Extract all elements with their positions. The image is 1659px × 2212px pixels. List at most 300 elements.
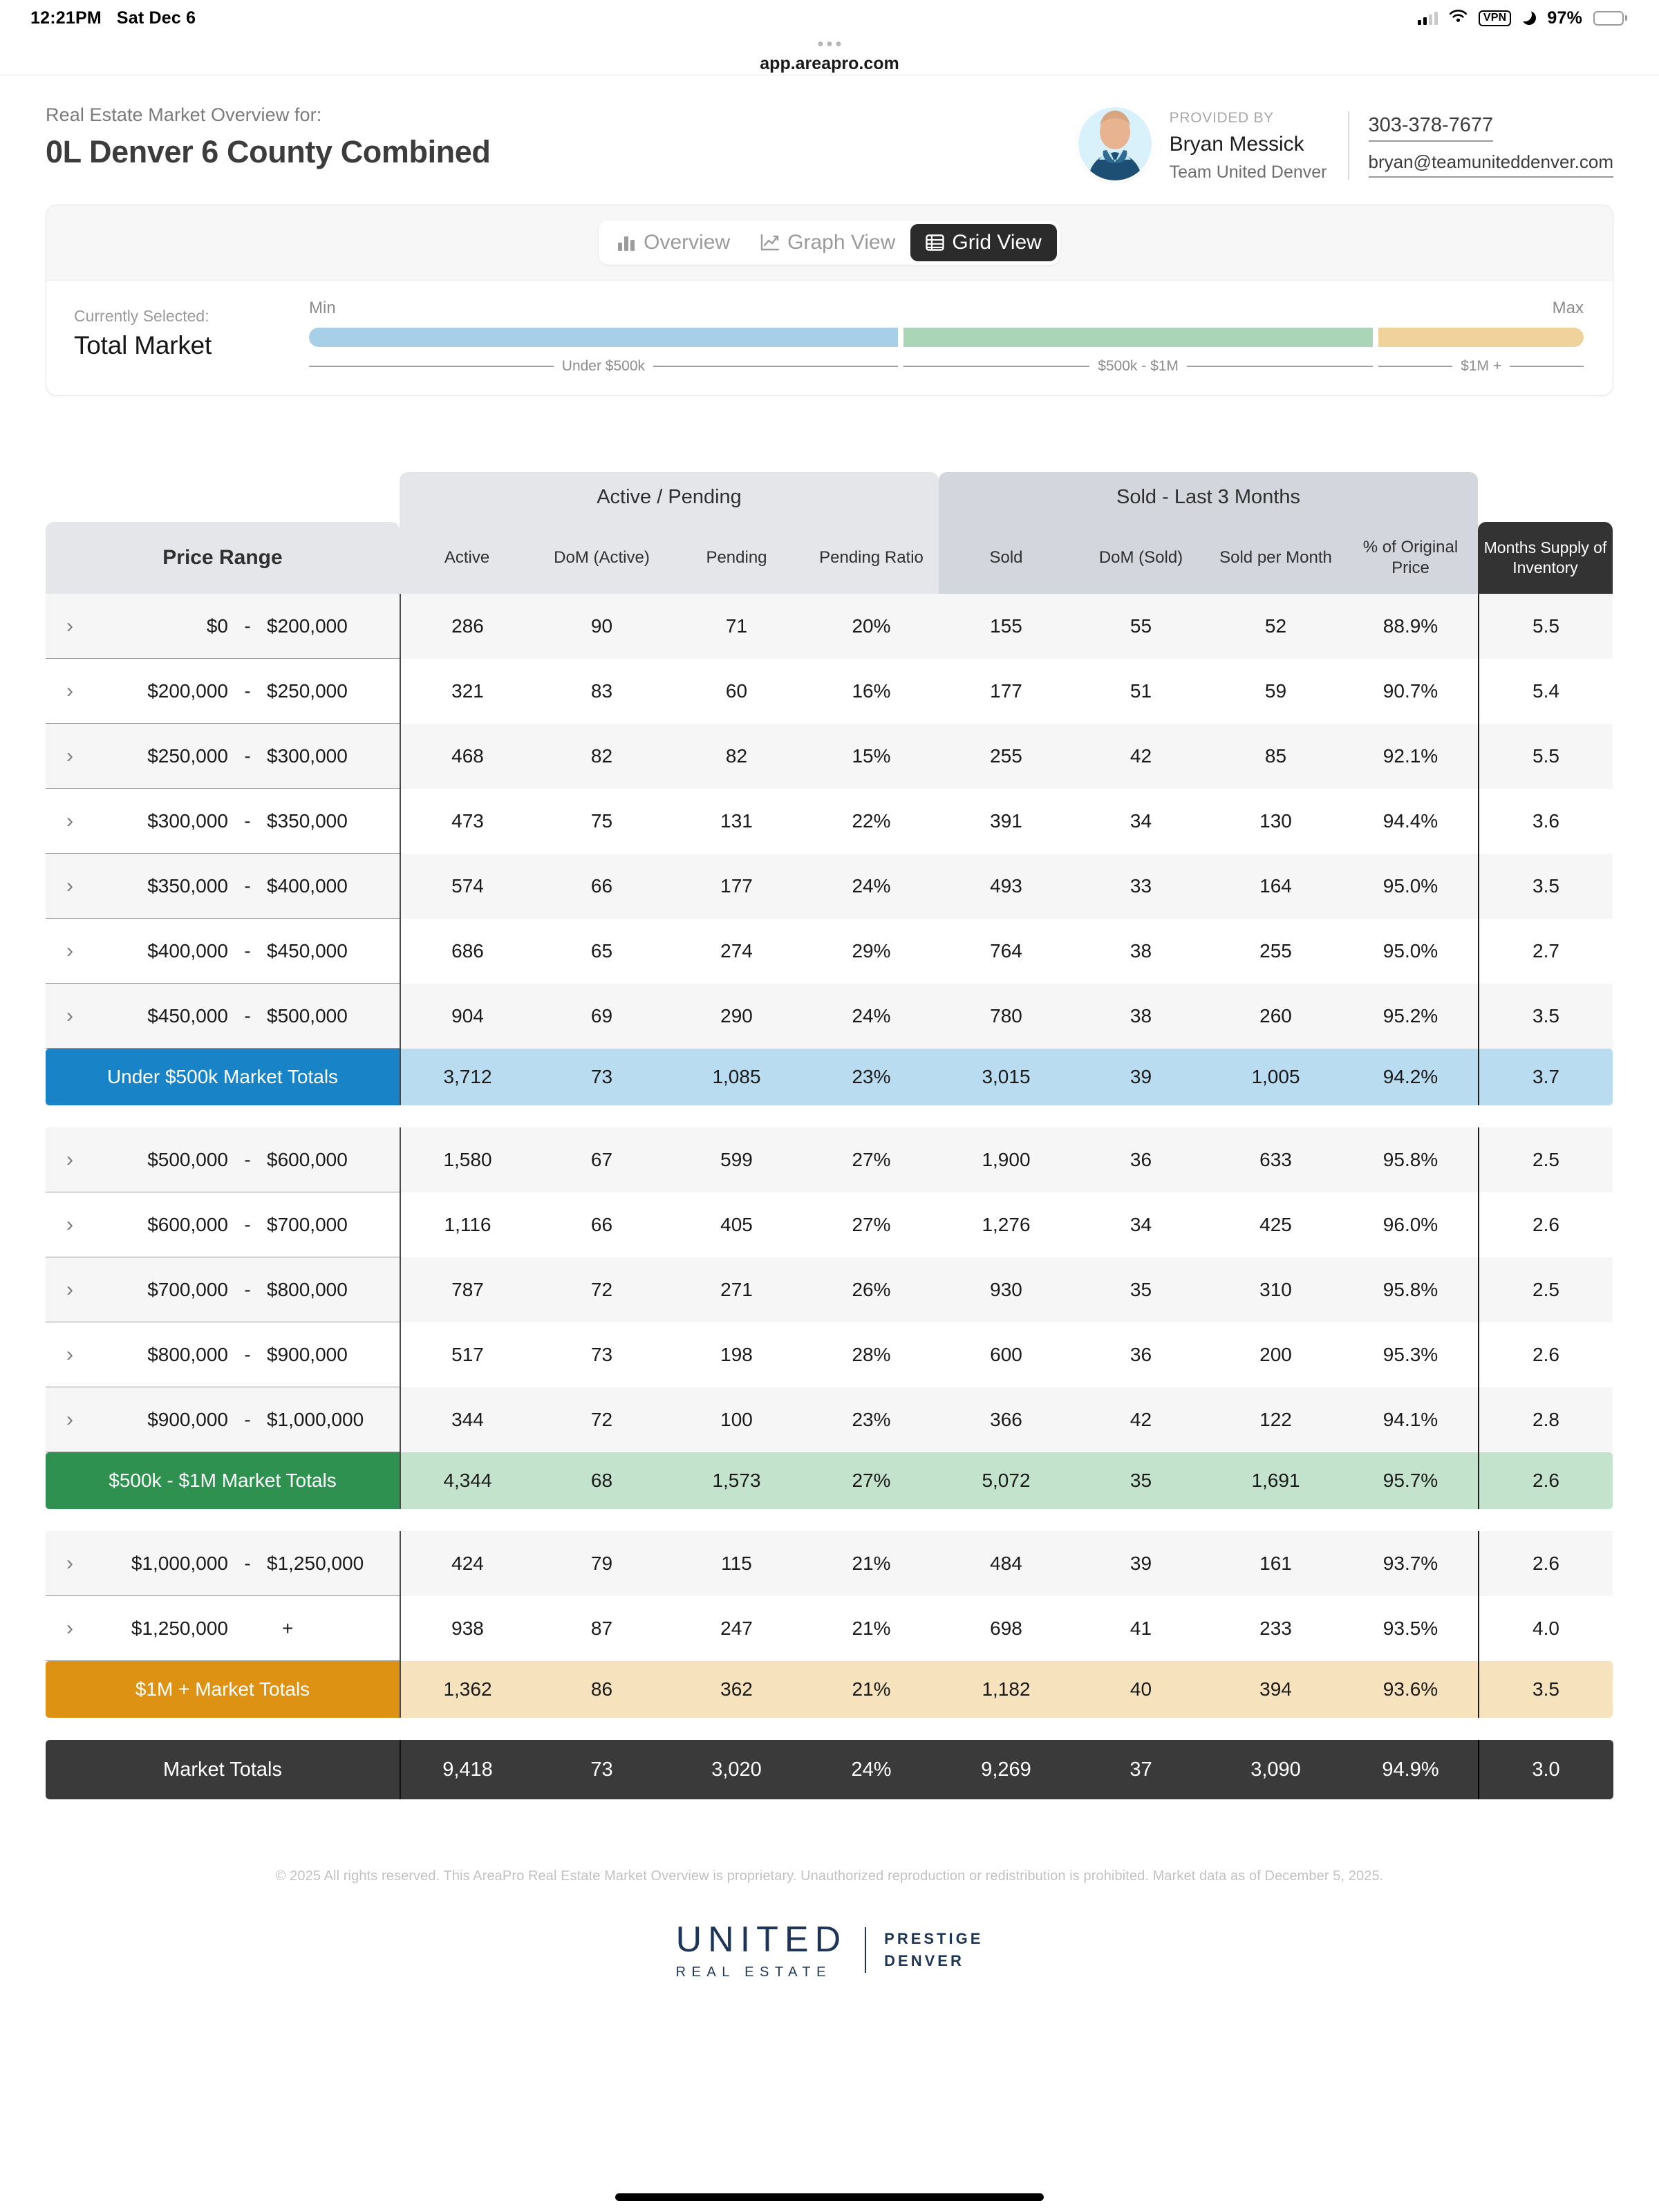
cell-months-supply: 2.6 (1478, 1192, 1613, 1257)
cell-pct-original: 95.8% (1343, 1127, 1478, 1192)
cell-sold: 764 (990, 940, 1022, 962)
cell-sold-per-month: 260 (1208, 984, 1343, 1049)
price-range-low: $0 (206, 615, 228, 637)
brand-logo (676, 1919, 984, 1980)
cell-dom-active: 66 (590, 1214, 613, 1235)
vpn-badge: VPN (1479, 10, 1512, 26)
table-row[interactable] (46, 919, 1613, 984)
price-range-high: $600,000 (267, 1148, 348, 1170)
slider-segment-1m-plus[interactable] (1378, 328, 1584, 347)
home-indicator[interactable] (615, 2193, 1044, 2201)
col-header-price-range[interactable]: Price Range (46, 522, 400, 594)
cell-pct-original: 92.1% (1343, 724, 1478, 789)
logo-office-line1: PRESTIGE (884, 1929, 984, 1947)
cell-dom-active: 79 (534, 1531, 669, 1596)
price-range-low: $600,000 (147, 1213, 228, 1235)
section-total-dom-sold: 40 (1074, 1661, 1208, 1718)
price-range-text (90, 1344, 400, 1366)
cellular-signal-icon (1418, 11, 1438, 25)
cell-sold-per-month: 59 (1264, 680, 1287, 702)
price-range-cell[interactable] (46, 789, 400, 854)
chevron-right-icon[interactable]: › (66, 874, 73, 897)
line-chart-icon (760, 234, 780, 252)
grand-total-row (46, 1740, 1613, 1799)
price-range-cell[interactable] (46, 659, 400, 724)
cell-dom-sold: 38 (1074, 984, 1208, 1049)
price-range-text (90, 1149, 400, 1171)
table-row[interactable] (46, 1322, 1613, 1387)
cell-dom-sold: 55 (1074, 594, 1208, 659)
col-header-sold-per-month[interactable]: Sold per Month (1208, 522, 1343, 594)
price-range-cell[interactable] (46, 984, 400, 1049)
section-total-dom-active: 86 (534, 1661, 669, 1718)
url-text[interactable]: app.areapro.com (760, 54, 899, 73)
cell-dom-sold: 38 (1130, 940, 1152, 962)
chevron-right-icon[interactable]: › (66, 1212, 73, 1236)
chevron-right-icon[interactable]: › (66, 1147, 73, 1171)
cell-sold-per-month: 233 (1259, 1618, 1292, 1639)
cell-dom-sold: 39 (1074, 1531, 1208, 1596)
slider-minmax-labels (309, 299, 1584, 318)
status-bar-right (1418, 8, 1627, 28)
table-row[interactable] (46, 1596, 1613, 1661)
cell-dom-active: 75 (590, 810, 613, 832)
cell-active: 787 (400, 1257, 534, 1322)
price-range-text (90, 810, 400, 832)
wifi-icon (1449, 8, 1468, 28)
cell-dom-sold: 51 (1130, 680, 1152, 702)
section-gap (46, 1105, 1613, 1127)
currently-selected-value: Total Market (74, 331, 212, 359)
price-range-text (90, 1618, 400, 1640)
price-range-text (90, 1005, 400, 1027)
cell-months-supply: 5.4 (1478, 659, 1613, 724)
page-footer (46, 1868, 1613, 1980)
col-header-dom-active[interactable]: DoM (Active) (534, 522, 669, 594)
table-row[interactable] (46, 1192, 1613, 1257)
tick-1m-plus (1378, 358, 1584, 375)
status-bar-left (30, 8, 196, 28)
column-header-row (46, 522, 1613, 594)
section-total-active: 3,712 (400, 1049, 534, 1105)
section-total-sold-per-month: 1,005 (1208, 1049, 1343, 1105)
status-date: Sat Dec 6 (116, 8, 196, 28)
col-header-pct-original-price[interactable]: % of Original Price (1343, 522, 1478, 594)
cell-active: 904 (400, 984, 534, 1049)
logo-office-block (884, 1928, 983, 1972)
cell-months-supply: 2.8 (1478, 1387, 1613, 1452)
price-range-low: $250,000 (147, 744, 228, 767)
chevron-right-icon[interactable]: › (66, 809, 73, 832)
col-header-pending[interactable]: Pending (669, 522, 804, 594)
agent-phone-link[interactable]: 303-378-7677 (1369, 114, 1494, 142)
cell-months-supply: 2.5 (1478, 1257, 1613, 1322)
cell-pending: 599 (669, 1127, 804, 1192)
price-range-text (90, 1409, 400, 1431)
cell-sold-per-month: 130 (1259, 810, 1292, 832)
cell-active: 321 (400, 659, 534, 724)
cell-dom-active: 72 (534, 1387, 669, 1452)
tab-grid-view-label: Grid View (952, 231, 1042, 254)
price-range-dash: - (244, 744, 251, 767)
cell-pending-ratio: 15% (804, 724, 939, 789)
cell-pct-original: 94.1% (1343, 1387, 1478, 1452)
price-range-cell[interactable] (46, 1387, 400, 1452)
report-kicker: Real Estate Market Overview for: (46, 104, 322, 125)
chevron-right-icon[interactable]: › (66, 614, 73, 637)
cell-dom-sold: 42 (1074, 1387, 1208, 1452)
divider (1348, 111, 1349, 180)
price-range-high: $250,000 (267, 679, 348, 702)
chevron-right-icon[interactable]: › (66, 1277, 73, 1301)
col-header-months-supply[interactable]: Months Supply of Inventory (1478, 522, 1613, 594)
slider-max-label: Max (1552, 299, 1584, 317)
price-range-high: $200,000 (267, 615, 348, 637)
price-range-high: $900,000 (267, 1343, 348, 1365)
provided-by-label: PROVIDED BY (1169, 110, 1274, 126)
tick-500k-1m (903, 358, 1374, 375)
cell-pending: 115 (669, 1531, 804, 1596)
tab-overview[interactable] (602, 224, 745, 261)
provider-block (1170, 107, 1613, 182)
group-header-spacer (1478, 472, 1613, 522)
cell-active: 473 (400, 789, 534, 854)
price-range-text (90, 1214, 400, 1236)
section-total-pending: 1,085 (669, 1049, 804, 1105)
grand-total-sold-per-month: 3,090 (1250, 1758, 1301, 1781)
price-range-high: $800,000 (267, 1278, 348, 1300)
view-segmented-control (599, 221, 1060, 265)
cell-pct-original: 93.7% (1343, 1531, 1478, 1596)
price-range-dash: - (244, 1278, 251, 1300)
tab-overview-dots-icon[interactable] (818, 41, 841, 46)
slider-segment-under-500k[interactable] (309, 328, 898, 347)
grid-sections (46, 594, 1613, 1718)
agent-card (1078, 104, 1613, 182)
price-range-low: $700,000 (147, 1278, 228, 1300)
cell-pending-ratio: 22% (852, 810, 891, 832)
cell-sold-per-month: 164 (1208, 854, 1343, 919)
slider-bars[interactable] (309, 328, 1584, 347)
price-range-cell[interactable] (46, 1322, 400, 1387)
grand-total-dom-sold: 37 (1130, 1758, 1152, 1781)
cell-dom-active: 83 (590, 680, 613, 702)
cell-active: 574 (400, 854, 534, 919)
cell-pct-original: 95.2% (1343, 984, 1478, 1049)
logo-united-block (676, 1919, 847, 1980)
controls-card (46, 205, 1613, 396)
cell-months-supply: 3.6 (1478, 789, 1613, 854)
tab-graph-view[interactable] (745, 224, 910, 261)
cell-dom-sold: 34 (1130, 1214, 1152, 1235)
cell-sold-per-month: 52 (1208, 594, 1343, 659)
price-range-slider[interactable] (309, 299, 1584, 375)
slider-tick-labels (309, 358, 1584, 375)
cell-sold-per-month: 122 (1208, 1387, 1343, 1452)
section-total-active: 1,362 (400, 1661, 534, 1718)
section-total-dom-active: 73 (534, 1049, 669, 1105)
agent-name: Bryan Messick (1169, 133, 1304, 156)
price-range-low: $400,000 (147, 939, 228, 962)
cell-months-supply: 5.5 (1478, 724, 1613, 789)
chevron-right-icon[interactable]: › (66, 1551, 73, 1575)
section-total-dom-active: 68 (534, 1452, 669, 1509)
view-tab-bar (46, 205, 1613, 281)
price-range-cell[interactable] (46, 919, 400, 984)
price-range-dash: - (244, 809, 251, 832)
price-range-dash: - (244, 1004, 251, 1027)
section-total-sold: 5,072 (939, 1452, 1074, 1509)
price-range-low: $300,000 (147, 809, 228, 832)
cell-pending-ratio: 27% (852, 1214, 891, 1235)
cell-dom-active: 72 (534, 1257, 669, 1322)
price-range-low: $1,250,000 (131, 1617, 228, 1639)
cell-pct-original: 95.8% (1343, 1257, 1478, 1322)
price-range-dash: - (244, 1148, 251, 1170)
price-range-cell[interactable] (46, 594, 400, 659)
cell-sold: 1,276 (982, 1214, 1031, 1235)
price-range-cell[interactable] (46, 1192, 400, 1257)
table-row[interactable] (46, 789, 1613, 854)
do-not-disturb-moon-icon (1522, 11, 1536, 25)
cell-sold-per-month: 425 (1259, 1214, 1292, 1235)
cell-pending-ratio: 29% (852, 940, 891, 962)
cell-active: 344 (400, 1387, 534, 1452)
cell-dom-sold: 33 (1074, 854, 1208, 919)
cell-pending: 177 (669, 854, 804, 919)
price-range-high: $350,000 (267, 809, 348, 832)
cell-pct-original: 95.0% (1343, 854, 1478, 919)
cell-sold: 255 (939, 724, 1074, 789)
price-range-dash: - (244, 1552, 251, 1574)
cell-sold: 600 (990, 1344, 1022, 1365)
price-range-dash: - (244, 615, 251, 637)
cell-pending-ratio: 21% (804, 1531, 939, 1596)
section-total-sold: 1,182 (939, 1661, 1074, 1718)
tab-grid-view[interactable] (910, 224, 1057, 261)
cell-sold: 155 (939, 594, 1074, 659)
currently-selected-block (74, 299, 309, 360)
cell-active: 424 (400, 1531, 534, 1596)
price-range-high: $400,000 (267, 874, 348, 897)
section-total-months-supply: 3.7 (1478, 1049, 1613, 1105)
group-header-row (46, 472, 1613, 522)
table-row[interactable] (46, 724, 1613, 789)
market-grid (46, 472, 1613, 1799)
cell-active: 1,116 (400, 1192, 534, 1257)
cell-months-supply: 3.5 (1478, 854, 1613, 919)
section-total-sold-per-month: 394 (1208, 1661, 1343, 1718)
price-range-text (90, 615, 400, 637)
cell-active: 686 (400, 919, 534, 984)
table-row[interactable] (46, 594, 1613, 659)
table-row[interactable] (46, 1387, 1613, 1452)
section-total-pending-ratio: 23% (804, 1049, 939, 1105)
cell-sold: 1,900 (939, 1127, 1074, 1192)
section-total-sold-per-month: 1,691 (1208, 1452, 1343, 1509)
chevron-right-icon[interactable]: › (66, 744, 73, 767)
section-total-pending-ratio: 21% (804, 1661, 939, 1718)
browser-url-bar[interactable] (0, 36, 1659, 75)
col-header-pending-ratio[interactable]: Pending Ratio (804, 522, 939, 594)
cell-pct-original: 94.4% (1382, 810, 1438, 832)
cell-months-supply: 2.6 (1478, 1322, 1613, 1387)
chevron-right-icon[interactable]: › (66, 1342, 73, 1366)
grand-total-pending-ratio: 24% (851, 1758, 892, 1781)
cell-pending: 100 (669, 1387, 804, 1452)
col-header-active[interactable]: Active (400, 522, 534, 594)
tick-under-500k-label: Under $500k (561, 358, 646, 374)
cell-sold-per-month: 310 (1208, 1257, 1343, 1322)
price-range-cell[interactable] (46, 1531, 400, 1596)
section-total-row (46, 1661, 1613, 1718)
price-range-dash: - (244, 1343, 251, 1365)
cell-sold-per-month: 255 (1259, 940, 1292, 962)
cell-sold: 780 (939, 984, 1074, 1049)
cell-active: 517 (400, 1322, 534, 1387)
price-range-low: $900,000 (147, 1408, 228, 1430)
grand-total-dom-active: 73 (590, 1758, 613, 1781)
price-range-dash: - (244, 679, 251, 702)
cell-pending: 198 (720, 1344, 753, 1365)
cell-pending-ratio: 28% (852, 1344, 891, 1365)
cell-pending-ratio: 26% (804, 1257, 939, 1322)
section-total-pending: 362 (669, 1661, 804, 1718)
chevron-right-icon[interactable]: › (66, 1004, 73, 1027)
cell-pending: 71 (669, 594, 804, 659)
logo-primary-text: UNITED (675, 1920, 847, 1960)
cell-pending: 247 (720, 1618, 753, 1639)
bar-chart-icon (617, 234, 636, 252)
cell-pending-ratio: 27% (804, 1127, 939, 1192)
table-row[interactable] (46, 1257, 1613, 1322)
currently-selected-label: Currently Selected: (74, 307, 209, 325)
section-total-pct-original: 94.2% (1343, 1049, 1478, 1105)
section-gap (46, 1509, 1613, 1531)
report-header (46, 75, 1613, 196)
cell-pct-original: 95.0% (1382, 940, 1438, 962)
price-range-cell[interactable] (46, 1257, 400, 1322)
cell-months-supply: 2.5 (1478, 1127, 1613, 1192)
chevron-right-icon[interactable]: › (66, 679, 73, 702)
chevron-right-icon[interactable]: › (66, 939, 73, 962)
section-total-pending: 1,573 (669, 1452, 804, 1509)
agent-email-link[interactable]: bryan@teamuniteddenver.com (1369, 151, 1613, 178)
cell-months-supply: 5.5 (1478, 594, 1613, 659)
section-total-row (46, 1049, 1613, 1105)
cell-dom-active: 87 (590, 1618, 613, 1639)
cell-pending-ratio: 24% (804, 984, 939, 1049)
price-range-cell[interactable] (46, 724, 400, 789)
price-range-high: $700,000 (267, 1213, 348, 1235)
tab-overview-label: Overview (644, 231, 731, 254)
tick-under-500k (309, 358, 898, 375)
table-row[interactable] (46, 854, 1613, 919)
avatar (1078, 107, 1152, 180)
cell-pending-ratio: 20% (804, 594, 939, 659)
cell-sold: 930 (939, 1257, 1074, 1322)
logo-divider (865, 1927, 866, 1973)
cell-dom-active: 90 (534, 594, 669, 659)
cell-pending: 60 (725, 680, 748, 702)
price-range-low: $1,000,000 (131, 1552, 228, 1574)
cell-sold-per-month: 161 (1208, 1531, 1343, 1596)
price-range-high: $1,000,000 (267, 1408, 364, 1430)
price-range-text (90, 745, 400, 767)
price-range-high: $450,000 (267, 939, 348, 962)
cell-pending-ratio: 21% (852, 1618, 891, 1639)
price-range-high: $300,000 (267, 744, 348, 767)
ios-status-bar (0, 0, 1659, 36)
cell-dom-active: 69 (534, 984, 669, 1049)
price-range-cell[interactable] (46, 1127, 400, 1192)
price-range-dash: - (244, 1408, 251, 1430)
table-row[interactable] (46, 659, 1613, 724)
agent-contact (1369, 107, 1613, 178)
section-total-months-supply: 3.5 (1478, 1661, 1613, 1718)
grand-total-pct-original: 94.9% (1382, 1758, 1439, 1781)
cell-dom-active: 82 (534, 724, 669, 789)
price-range-cell[interactable] (46, 854, 400, 919)
logo-office-line2: DENVER (884, 1951, 964, 1969)
cell-pct-original: 95.3% (1382, 1344, 1438, 1365)
agent-team: Team United Denver (1169, 162, 1327, 182)
table-row[interactable] (46, 1127, 1613, 1192)
price-band-selector (46, 281, 1613, 395)
col-header-dom-sold[interactable]: DoM (Sold) (1074, 522, 1208, 594)
chevron-right-icon[interactable]: › (66, 1407, 73, 1431)
section-total-label: $500k - $1M Market Totals (46, 1452, 400, 1509)
cell-dom-active: 67 (534, 1127, 669, 1192)
price-range-cell[interactable] (46, 1596, 400, 1661)
cell-pct-original: 93.5% (1382, 1618, 1438, 1639)
section-total-pct-original: 93.6% (1343, 1661, 1478, 1718)
price-range-text (90, 680, 400, 702)
section-total-row (46, 1452, 1613, 1509)
price-range-low: $800,000 (147, 1343, 228, 1365)
price-range-dash: - (244, 874, 251, 897)
tick-1m-plus-label: $1M + (1461, 358, 1502, 374)
slider-min-label: Min (309, 299, 336, 317)
cell-pct-original: 88.9% (1343, 594, 1478, 659)
cell-dom-sold: 35 (1074, 1257, 1208, 1322)
cell-months-supply: 4.0 (1478, 1596, 1613, 1661)
section-total-pending-ratio: 27% (804, 1452, 939, 1509)
price-range-low: $350,000 (147, 874, 228, 897)
price-range-low: $500,000 (147, 1148, 228, 1170)
grand-total-sold: 9,269 (981, 1758, 1031, 1781)
table-row[interactable] (46, 984, 1613, 1049)
tick-500k-1m-label: $500k - $1M (1098, 358, 1179, 374)
provider-identity (1170, 107, 1327, 182)
group-header-sold: Sold - Last 3 Months (939, 472, 1478, 522)
section-total-label: $1M + Market Totals (46, 1661, 400, 1718)
grand-total-active: 9,418 (400, 1740, 534, 1799)
cell-pending: 271 (669, 1257, 804, 1322)
chevron-right-icon[interactable]: › (66, 1616, 73, 1640)
cell-months-supply: 3.5 (1478, 984, 1613, 1049)
cell-dom-sold: 36 (1074, 1127, 1208, 1192)
section-total-label: Under $500k Market Totals (46, 1049, 400, 1105)
cell-sold-per-month: 85 (1208, 724, 1343, 789)
col-header-sold[interactable]: Sold (939, 522, 1074, 594)
cell-sold: 698 (990, 1618, 1022, 1639)
table-row[interactable] (46, 1531, 1613, 1596)
logo-secondary-text: REAL ESTATE (675, 1965, 832, 1980)
section-total-dom-sold: 35 (1074, 1452, 1208, 1509)
slider-segment-500k-1m[interactable] (903, 328, 1374, 347)
price-range-text (90, 1553, 400, 1575)
